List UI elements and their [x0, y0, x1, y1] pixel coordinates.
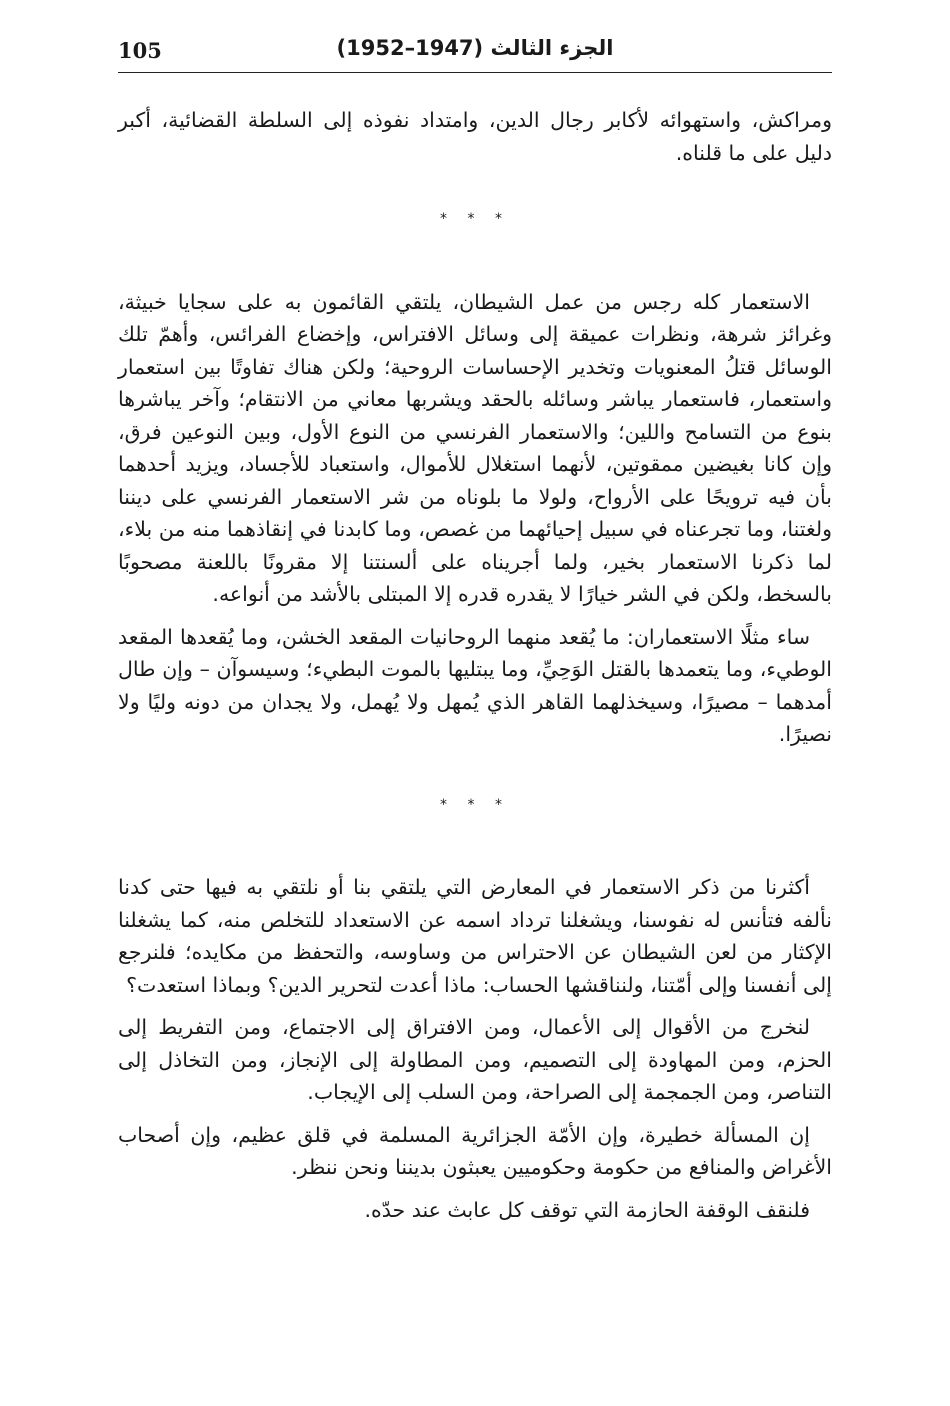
paragraph-6: إن المسألة خطيرة، وإن الأمّة الجزائرية المسلمة في قلق عظيم، وإن أصحاب الأغراض والمنافع من حكومة وحكوميين يعبثون بديننا ونحن ننظر.	[118, 1122, 832, 1179]
page-header	[118, 36, 832, 70]
paragraph-3: ساء مثلًا الاستعماران: ما يُقعد منهما الروحانيات المقعد الخشن، وما يُقعدها المقعد الوطيء، وما يتعمدها بالقتل الوَحِيِّ، وما يبتليها بالموت البطيء؛ وسيسوآن – وإن طال أمدهما – مصيرًا، وسيخذلهما القاهر الذي يُمهل ولا يُهمل، ولا يجدان من دونه وليًا ولا نصيرًا.	[118, 624, 832, 746]
page-number: 105	[118, 38, 162, 63]
paragraph-4: أكثرنا من ذكر الاستعمار في المعارض التي يلتقي بنا أو نلتقي به فيها حتى كدنا نألفه فتأنس له نفوسنا، ويشغلنا ترداد اسمه عن الاستعداد للتخلص منه، كما يشغلنا الإكثار من لعن الشيطان عن الاحتراس من وساوسه، والتحفظ من مكايده؛ فلنرجع إلى أنفسنا وإلى أمّتنا، ولنناقشها الحساب: ماذا أعدت لتحرير الدين؟ وبماذا استعدت؟	[118, 875, 832, 997]
paragraph-2: الاستعمار كله رجس من عمل الشيطان، يلتقي القائمون به على سجايا خبيثة، وغرائز شرهة، ونظرات عميقة إلى وسائل الافتراس، وإخضاع الفرائس، وأهمّ تلك الوسائل قتلُ المعنويات وتخدير الإحساسات الروحية؛ ولكن هناك تفاوتًا بين استعمار واستعمار، فاستعمار يباشر وسائله بالحقد ويشربها معاني من الانتقام؛ وآخر يباشرها بنوع من التسامح واللين؛ والاستعمار الفرنسي من النوع الأول، وبين النوعين فرق، وإن كانا بغيضين ممقوتين، لأنهما استغلال للأموال، واستعباد للأجساد، ويزيد أحدهما بأن فيه ترويحًا على الأرواح، ولولا ما بلوناه من شر الاستعمار الفرنسي على ديننا ولغتنا، وما تجرعناه في سبيل إحيائهما من غصص، وما كابدنا في إنقاذهما منه من بلاء، لما ذكرنا الاستعمار بخير، ولما أجريناه على ألسنتنا إلا مقرونًا باللعنة مصحوبًا بالسخط، ولكن في الشر خيارًا لا يقدره قدره إلا المبتلى بالأشد من أنواعه.	[118, 289, 832, 606]
paragraph-5: لنخرج من الأقوال إلى الأعمال، ومن الافتراق إلى الاجتماع، ومن التفريط إلى الحزم، ومن المهاودة إلى التصميم، ومن المطاولة إلى الإنجاز، ومن التخاذل إلى التناصر، ومن الجمجمة إلى الصراحة، ومن السلب إلى الإيجاب.	[118, 1015, 832, 1104]
paragraph-1: ومراكش، واستهوائه لأكابر رجال الدين، وامتداد نفوذه إلى السلطة القضائية، أكبر دليل على ما قلناه.	[118, 108, 832, 165]
section-separator: * * *	[440, 796, 510, 813]
body-text	[118, 104, 832, 1226]
section-separator: * * *	[440, 211, 510, 227]
running-title: الجزء الثالث (1947–1952)	[336, 36, 614, 60]
paragraph-7: فلنقف الوقفة الحازمة التي توقف كل عابث عند حدّه.	[364, 1197, 810, 1222]
header-rule	[118, 72, 832, 73]
